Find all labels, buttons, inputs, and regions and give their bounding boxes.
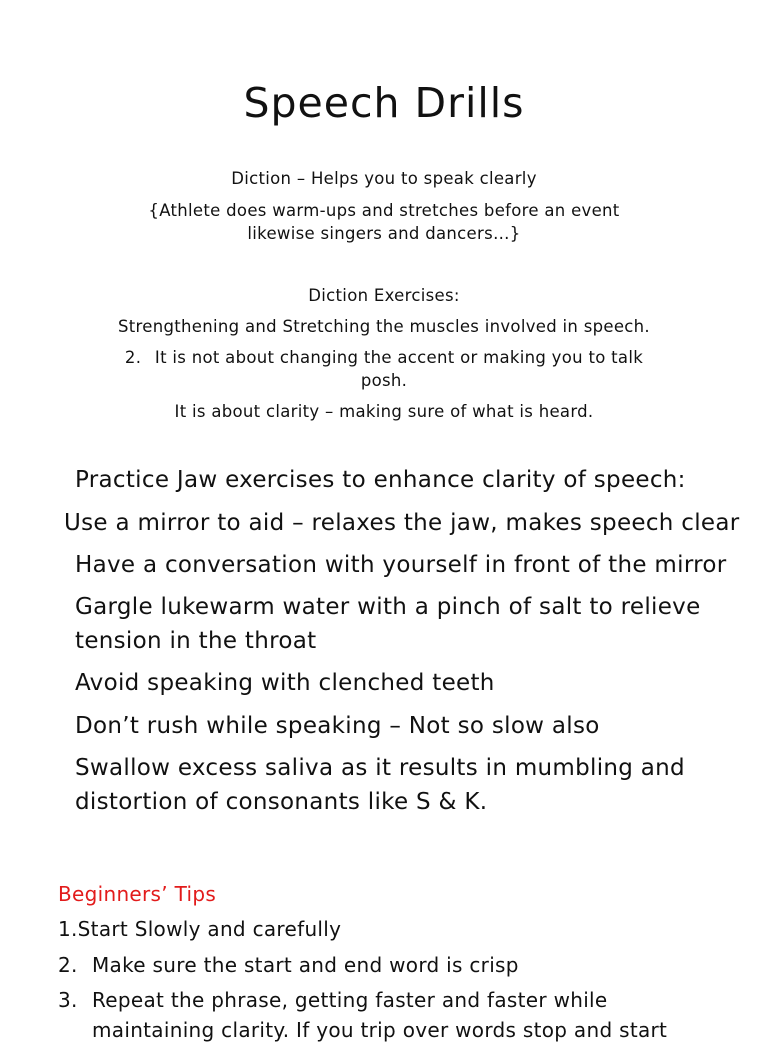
jaw-tip-3: Have a conversation with yourself in front of the mirror: [75, 552, 727, 578]
exercise-item-2-continued: posh.: [360, 371, 408, 390]
jaw-tip-7-line-1: Swallow excess saliva as it results in mumbling and: [75, 755, 685, 781]
jaw-tip-4-line-1: Gargle lukewarm water with a pinch of salt to relieve: [75, 594, 701, 620]
beginner-tip-3-continued: maintaining clarity. If you trip over words stop and start: [92, 1018, 668, 1042]
exercise-item-2-number: 2.: [124, 348, 142, 367]
intro-line-2: {Athlete does warm-ups and stretches before an event: [148, 201, 620, 220]
beginner-tip-2-number: 2.: [58, 953, 78, 977]
intro-line-3: likewise singers and dancers…}: [247, 224, 521, 243]
jaw-tip-4-line-2: tension in the throat: [75, 628, 317, 654]
beginner-tip-1: 1.Start Slowly and carefully: [58, 917, 342, 941]
jaw-tip-5: Avoid speaking with clenched teeth: [75, 670, 495, 696]
beginner-tip-2: [58, 950, 738, 980]
beginner-tip-2-text: Make sure the start and end word is crisp: [92, 953, 519, 977]
jaw-tip-6: Don’t rush while speaking – Not so slow also: [75, 713, 600, 739]
jaw-tip-4: [75, 590, 755, 658]
exercise-item-2-text: It is not about changing the accent or making you to talk: [154, 348, 644, 367]
jaw-tip-1: Practice Jaw exercises to enhance clarity of speech:: [75, 467, 686, 493]
beginner-tip-3-number: 3.: [58, 988, 78, 1012]
exercises-heading: Diction Exercises:: [308, 286, 460, 305]
jaw-tip-7: [75, 751, 755, 819]
jaw-tip-2: Use a mirror to aid – relaxes the jaw, makes speech clear: [64, 510, 740, 536]
beginner-tip-3: [58, 985, 738, 1045]
beginner-tip-3-text: Repeat the phrase, getting faster and faster while: [92, 988, 608, 1012]
exercise-item-3: It is about clarity – making sure of what is heard.: [174, 402, 594, 421]
beginners-tips-heading: Beginners’ Tips: [58, 882, 217, 906]
exercise-item-1: Strengthening and Stretching the muscles involved in speech.: [118, 317, 650, 336]
jaw-tip-7-line-2: distortion of consonants like S & K.: [75, 789, 488, 815]
exercise-item-2: [0, 346, 768, 370]
page-title: Speech Drills: [243, 79, 525, 127]
intro-line-1: Diction – Helps you to speak clearly: [231, 169, 537, 188]
